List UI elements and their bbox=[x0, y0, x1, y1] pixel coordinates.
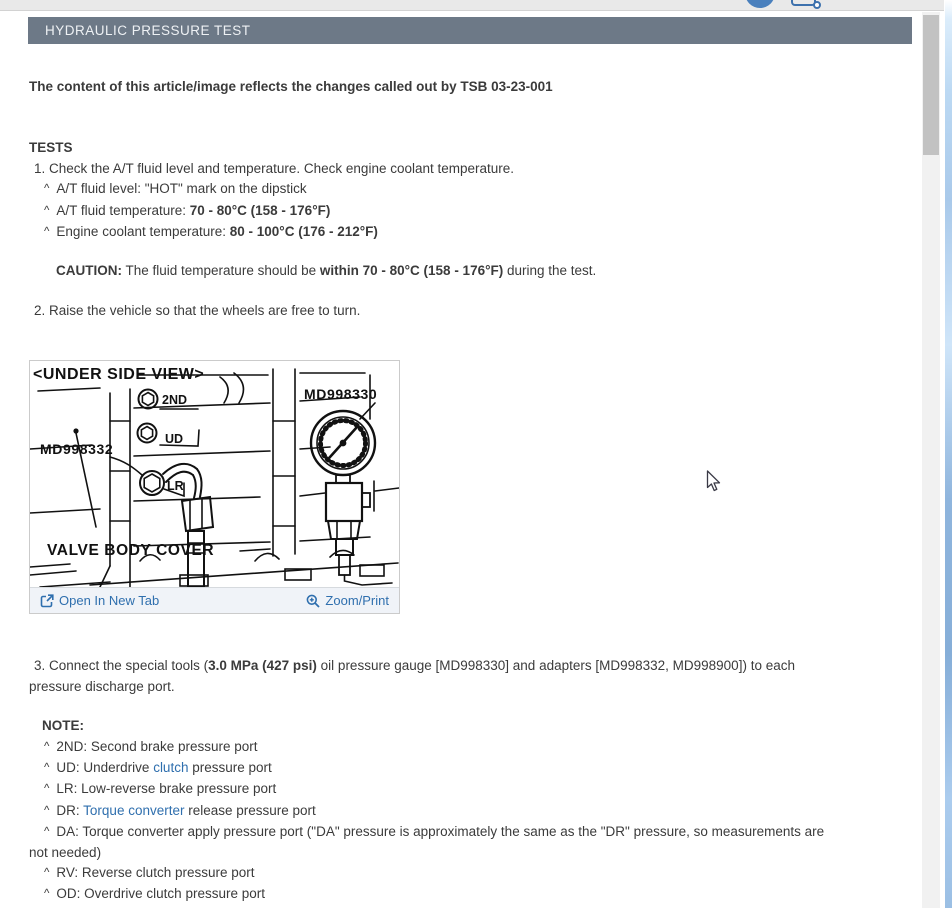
scrollbar-thumb[interactable] bbox=[923, 15, 939, 155]
tests-heading: TESTS bbox=[29, 140, 73, 155]
open-in-new-tab-link[interactable] bbox=[40, 591, 159, 611]
note-item-ud: ^ UD: Underdrive clutch pressure port bbox=[44, 760, 272, 776]
caret-bullet: ^ bbox=[44, 825, 50, 838]
torque-converter-link[interactable]: Torque converter bbox=[83, 802, 185, 818]
label-ud-port: UD bbox=[165, 432, 184, 446]
note-heading: NOTE: bbox=[42, 718, 84, 733]
caret-bullet: ^ bbox=[44, 183, 50, 195]
note-item-2nd: ^ 2ND: Second brake pressure port bbox=[44, 739, 258, 754]
note-item-rv: ^ RV: Reverse clutch pressure port bbox=[44, 865, 255, 881]
clutch-link[interactable]: clutch bbox=[153, 760, 189, 776]
article-body bbox=[29, 0, 883, 908]
open-in-new-tab-label: Open In New Tab bbox=[59, 592, 160, 608]
caution-label: CAUTION: bbox=[56, 263, 122, 278]
note-item-da: ^ DA: Torque converter apply pressure port ("DA" pressure is approximately the same as the "DR" pressure, so measurements are not needed) bbox=[29, 823, 825, 861]
diagram-svg bbox=[30, 361, 399, 587]
step-1-bullets bbox=[29, 179, 378, 244]
note-item-dr: ^ DR: Torque converter release pressure port bbox=[44, 802, 316, 818]
step-1: 1. Check the A/T fluid level and temperature. Check engine coolant temperature. bbox=[34, 161, 515, 176]
label-2nd-port: 2ND bbox=[162, 393, 188, 407]
user-avatar-icon[interactable] bbox=[745, 0, 775, 8]
label-valve-body-cover: VALVE BODY COVER bbox=[47, 542, 215, 559]
bullet-fluid-temp: ^ A/T fluid temperature: 70 - 80°C (158 - 176°F) bbox=[44, 202, 331, 218]
content-scrollbar[interactable] bbox=[922, 12, 940, 908]
bullet-text: A/T fluid level: "HOT" mark on the dipstick bbox=[56, 181, 307, 196]
step-2: 2. Raise the vehicle so that the wheels are free to turn. bbox=[34, 303, 361, 318]
bullet-fluid-level bbox=[29, 179, 378, 201]
note-item-od: ^ OD: Overdrive clutch pressure port bbox=[44, 886, 265, 902]
label-lr-port: LR bbox=[167, 479, 184, 493]
technical-diagram[interactable] bbox=[30, 361, 399, 587]
caret-bullet: ^ bbox=[44, 762, 50, 775]
zoom-print-link[interactable] bbox=[306, 591, 389, 611]
label-gauge-tool: MD998330 bbox=[304, 386, 378, 402]
caret-bullet: ^ bbox=[44, 741, 50, 753]
caret-bullet: ^ bbox=[44, 867, 50, 880]
browser-toolbar-strip bbox=[0, 0, 944, 11]
figure-card bbox=[29, 360, 400, 614]
label-adapter-tool: MD998332 bbox=[40, 441, 114, 457]
zoom-print-label: Zoom/Print bbox=[325, 592, 389, 608]
bullet-text: A/T fluid temperature: bbox=[56, 202, 190, 218]
mouse-cursor bbox=[706, 470, 723, 499]
caret-bullet: ^ bbox=[44, 804, 50, 817]
caret-bullet: ^ bbox=[44, 888, 50, 901]
caret-bullet: ^ bbox=[44, 204, 50, 217]
open-in-new-tab-icon bbox=[40, 594, 54, 608]
step-3: 3. Connect the special tools (3.0 MPa (427 psi) oil pressure gauge [MD998330] and adapters [MD998332, MD998900]) to each pressure discharge port. bbox=[29, 658, 795, 694]
caret-bullet: ^ bbox=[44, 783, 50, 796]
zoom-plus-icon bbox=[306, 594, 320, 608]
page-title: HYDRAULIC PRESSURE TEST bbox=[45, 22, 251, 38]
bullet-coolant-temp: ^ Engine coolant temperature: 80 - 100°C (176 - 212°F) bbox=[44, 224, 378, 239]
window-edge-scroll-strip[interactable] bbox=[945, 0, 952, 908]
caution-line: CAUTION: The fluid temperature should be within 70 - 80°C (158 - 176°F) during the test. bbox=[56, 263, 597, 278]
figure-footer bbox=[30, 587, 399, 613]
print-icon-badge bbox=[813, 1, 821, 9]
drawing-title: <UNDER SIDE VIEW> bbox=[33, 366, 205, 383]
note-item-lr: ^ LR: Low-reverse brake pressure port bbox=[44, 781, 277, 797]
caret-bullet: ^ bbox=[44, 226, 50, 238]
bullet-text: Engine coolant temperature: bbox=[56, 224, 230, 239]
note-list bbox=[29, 737, 839, 906]
tsb-notice: The content of this article/image reflects the changes called out by TSB 03-23-001 bbox=[29, 79, 553, 94]
